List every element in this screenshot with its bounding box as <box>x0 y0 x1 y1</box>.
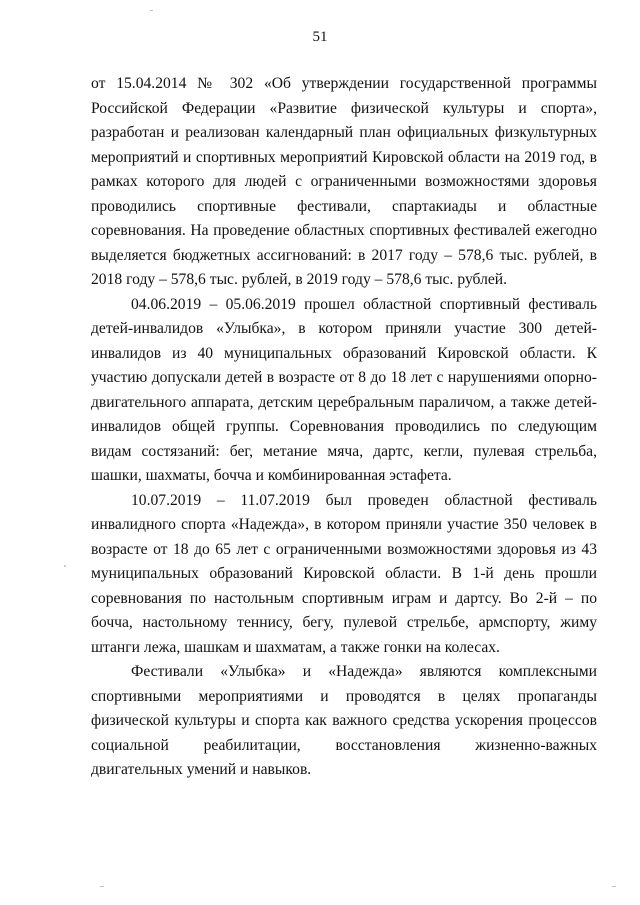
page-number: 51 <box>312 29 328 45</box>
scan-speck <box>100 886 104 887</box>
paragraph-program-calendar: от 15.04.2014 № 302 «Об утверждении государственной программы Российской Федерации «Развитие физической культуры и спорта», разработан и реализован календарный план официальных физкультурных мероприятий и спортивных мероприятий Кировской области на 2019 год, в рамках которого для людей с ограниченными возможностями здоровья проводились спортивные фестивали, спартакиады и областные соревнования. На проведение областных спортивных фестивалей ежегодно выделяется бюджетных ассигнований: в 2017 году – 578,6 тыс. рублей, в 2018 году – 578,6 тыс. рублей, в 2019 году – 578,6 тыс. рублей. <box>91 75 597 288</box>
scan-speck <box>150 10 153 11</box>
scan-speck <box>64 565 66 567</box>
document-body <box>91 72 597 783</box>
paragraph-festival-ulybka: 04.06.2019 – 05.06.2019 прошел областной спортивный фестиваль детей-инвалидов «Улыбка», в котором приняли участие 300 детей-инвалидов из 40 муниципальных образований Кировской области. К участию допускали детей в возрасте от 8 до 18 лет с нарушениями опорно-двигательного аппарата, детским церебральным параличом, а также детей-инвалидов общей группы. Соревнования проводились по следующим видам состязаний: бег, метание мяча, дартс, кегли, пулевая стрельба, шашки, шахматы, бочча и комбинированная эстафета. <box>91 295 597 484</box>
paragraph-festival-nadezhda: 10.07.2019 – 11.07.2019 был проведен областной фестиваль инвалидного спорта «Надежда», в котором приняли участие 350 человек в возрасте от 18 до 65 лет с ограниченными возможностями здоровья из 43 муниципальных образований Кировской области. В 1-й день прошли соревнования по настольным спортивным играм и дартсу. Во 2-й – по бочча, настольному теннису, бегу, пулевой стрельбе, армспорту, жиму штанги лежа, шашкам и шахматам, а также гонки на колесах. <box>91 491 597 656</box>
scan-speck <box>612 886 616 887</box>
paragraph-festivals-purpose: Фестивали «Улыбка» и «Надежда» являются комплексными спортивными мероприятиями и проводятся в целях пропаганды физической культуры и спорта как важного средства ускорения процессов социальной реабилитации, восстановления жизненно-важных двигательных умений и навыков. <box>91 663 597 778</box>
